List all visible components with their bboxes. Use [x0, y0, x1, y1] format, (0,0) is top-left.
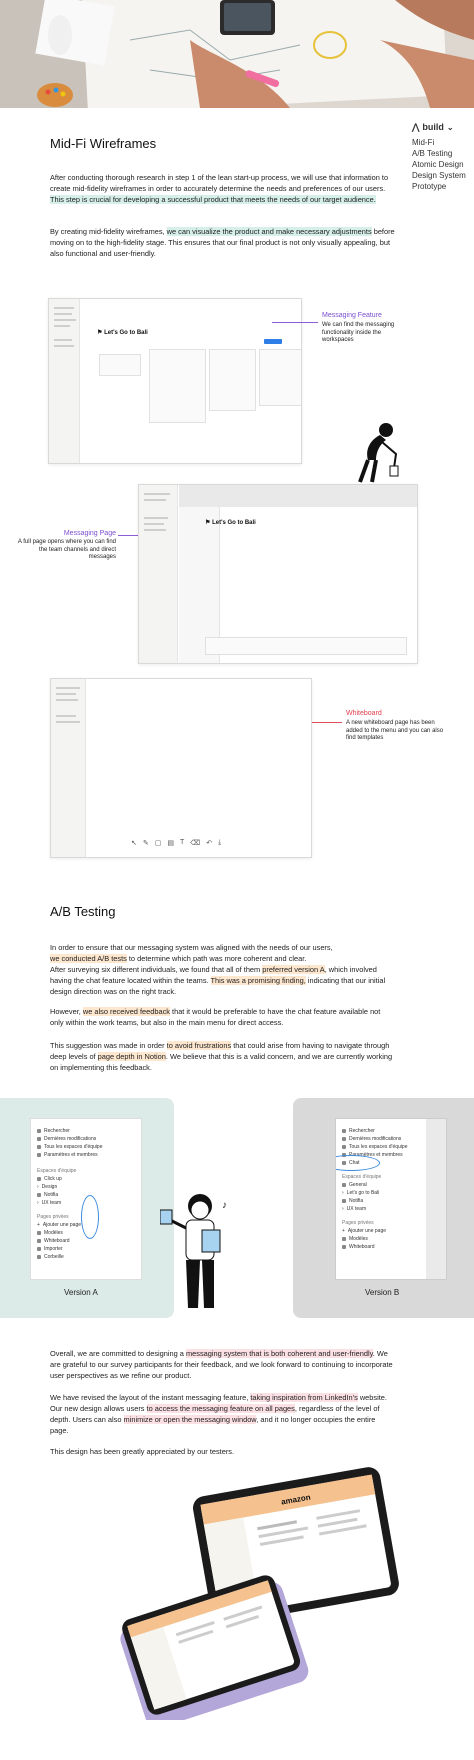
messaging-feature-title: Messaging Feature [322, 312, 382, 319]
private-label: Whiteboard [349, 1244, 375, 1250]
ab-p1b-text: After surveying six different individuals, we found that all of them [50, 965, 263, 974]
whiteboard-text: A new whiteboard page has been added to the menu and you can also find templates [346, 720, 444, 741]
version-a-caption: Version A [64, 1288, 98, 1297]
template-icon [342, 1237, 346, 1241]
menu-item-teamspaces[interactable] [37, 1143, 135, 1151]
import-icon [37, 1247, 41, 1251]
conclusion-p2-text-2: website. Our new design allows users [50, 1393, 387, 1413]
version-a-sidebar [30, 1118, 142, 1280]
clock-icon [37, 1137, 41, 1141]
build-label: build [422, 122, 444, 132]
build-logo-icon: ⋀ [412, 122, 420, 132]
wireframe-board [48, 298, 302, 464]
team-label: Let's go to Bali [346, 1190, 380, 1196]
ab-p1-text-end: to determine which path was more coherent and clear. [126, 954, 307, 963]
ab-p1b-text-2: , which involved having the chat feature located within the teams. [50, 965, 377, 985]
illustration-person-bending [340, 420, 410, 491]
team-label: UX team [41, 1200, 62, 1206]
message-input[interactable] [205, 637, 407, 655]
version-b-caption: Version B [365, 1288, 400, 1297]
project-nav [412, 122, 466, 192]
conclusion-p1-highlight: messaging system that is both coherent and user-friendly [185, 1349, 373, 1358]
chevron-right-icon: › [342, 1206, 344, 1212]
private-item[interactable] [37, 1245, 135, 1253]
new-button[interactable] [264, 339, 282, 344]
midfi-p2-highlight: we can visualize the product and make necessary adjustments [166, 227, 372, 236]
clock-icon [342, 1137, 346, 1141]
conclusion-p2-text: We have revised the layout of the instant messaging feature, [50, 1393, 251, 1402]
whiteboard-toolbar[interactable] [131, 839, 241, 847]
ab-paragraph-2 [50, 1006, 395, 1028]
flag-icon: ⚑ [205, 520, 211, 526]
board-title [97, 329, 148, 336]
ab-p1b-highlight-2: This was a promising finding, [210, 976, 306, 985]
private-label: Modèles [44, 1230, 63, 1236]
conclusion-paragraph-3: This design has been greatly appreciated by our testers. [50, 1447, 235, 1456]
conclusion-p1-text-end: . We are grateful to our survey participants for their feedback, and we look forward to continuing to incorporate user perspectives as we refine our product. [50, 1349, 393, 1380]
conclusion-p1-text: Overall, we are committed to designing a [50, 1349, 186, 1358]
team-icon [37, 1193, 41, 1197]
nav-item-midfi[interactable]: Mid-Fi [412, 138, 435, 147]
menu-item-search[interactable] [37, 1127, 135, 1135]
connector-line [272, 322, 318, 323]
grid-icon [342, 1145, 346, 1149]
undo-icon[interactable]: ↶ [206, 840, 213, 847]
ab-p3-highlight-2: page depth in Notion [97, 1052, 166, 1061]
midfi-p2-text: By creating mid-fidelity wireframes, [50, 227, 167, 236]
conclusion-p2-highlight-3: minimize or open the messaging window [123, 1415, 257, 1424]
download-icon[interactable]: ⤓ [218, 839, 222, 846]
midfi-paragraph-2 [50, 226, 395, 259]
conclusion-p2-highlight-2: to access the messaging feature on all pages [146, 1404, 295, 1413]
ab-paragraph-3 [50, 1040, 395, 1073]
chevron-right-icon: › [342, 1190, 344, 1196]
chat-title-text: Let's Go to Bali [212, 520, 256, 526]
menu-label: Paramètres et membres [44, 1152, 98, 1158]
messaging-feature-text: We can find the messaging functionality inside the workspaces [322, 322, 395, 343]
midfi-p1-highlight: This step is crucial for developing a successful product that meets the needs of our target audience. [50, 195, 376, 204]
team-label: Notifia [349, 1198, 364, 1204]
ab-title: A/B Testing [50, 904, 116, 919]
hero-image [0, 0, 474, 108]
version-a-panel [0, 1098, 174, 1318]
ab-p1-text: In order to ensure that our messaging system was aligned with the needs of our users, [50, 943, 333, 952]
ab-p3-text-2: that could arise from having to navigate through deep levels of [50, 1041, 390, 1061]
eraser-icon[interactable]: ⌫ [190, 840, 201, 847]
version-b-panel [293, 1098, 474, 1318]
messaging-page-title: Messaging Page [63, 530, 116, 537]
menu-label: Dernières modifications [44, 1136, 97, 1142]
connector-line [118, 535, 138, 536]
menu-label: Rechercher [349, 1128, 375, 1134]
plus-icon: + [37, 1222, 40, 1228]
team-item[interactable] [37, 1183, 135, 1191]
team-label: General [349, 1182, 367, 1188]
ab-p3-text-end: . We believe that this is a valid concern, and we are currently working on implementing this feedback. [50, 1052, 393, 1072]
conclusion-paragraph-1 [50, 1348, 395, 1381]
midfi-title: Mid-Fi Wireframes [50, 136, 157, 151]
messaging-page-text: A full page opens where you can find the team channels and direct messages [17, 539, 116, 560]
private-label: Modèles [349, 1236, 368, 1242]
flag-icon: ⚑ [97, 330, 103, 336]
ab-p1-highlight: we conducted A/B tests [50, 954, 127, 963]
team-item[interactable] [37, 1175, 135, 1183]
tablet-brand: amazon [280, 1492, 312, 1507]
private-label: Whiteboard [44, 1238, 70, 1244]
shape-icon[interactable]: ▢ [154, 840, 162, 847]
menu-label: Rechercher [44, 1128, 70, 1134]
ab-p3-text: This suggestion was made in order [50, 1041, 167, 1050]
grid-icon [37, 1145, 41, 1149]
teamspaces-label: Espaces d'équipe [37, 1168, 77, 1174]
chevron-down-icon: ⌄ [446, 123, 454, 132]
team-label: Notifia [44, 1192, 59, 1198]
nav-item-atomic-design[interactable]: Atomic Design [412, 160, 464, 169]
pointer-icon[interactable]: ↖ [131, 840, 137, 847]
chat-title [205, 519, 256, 526]
ab-p2-highlight: we also received feedback [82, 1007, 170, 1016]
wireframe-messaging-page [138, 484, 418, 664]
midfi-paragraph-1 [50, 172, 395, 205]
chevron-right-icon: › [37, 1200, 39, 1206]
ab-p1b-text-end: indicating that our initial design direction was on the right track. [50, 976, 386, 996]
illustration-person-standing [160, 1188, 240, 1323]
menu-label: Paramètres et membres [349, 1152, 403, 1158]
private-label: Importer [44, 1246, 63, 1252]
private-pages-label: Pages privées [37, 1214, 69, 1220]
whiteboard-icon [37, 1239, 41, 1243]
version-b-sidebar [335, 1118, 447, 1280]
template-icon [37, 1231, 41, 1235]
private-label: Ajouter une page [42, 1222, 82, 1228]
team-icon [342, 1199, 346, 1203]
menu-label: Dernières modifications [349, 1136, 402, 1142]
whiteboard-title: Whiteboard [346, 710, 382, 717]
svg-text:♪: ♪ [222, 1200, 227, 1211]
ab-p1b-highlight: preferred version A [262, 965, 325, 974]
search-icon [37, 1129, 41, 1133]
team-icon [342, 1183, 346, 1187]
trash-icon [37, 1255, 41, 1259]
build-brand[interactable] [412, 122, 466, 133]
nav-item-design-system[interactable]: Design System [412, 171, 466, 180]
nav-item-ab-testing[interactable]: A/B Testing [412, 149, 453, 158]
team-label: Click up [44, 1176, 62, 1182]
chevron-right-icon: › [37, 1184, 39, 1190]
chat-highlight-circle [81, 1195, 99, 1239]
nav-item-prototype[interactable]: Prototype [412, 182, 447, 191]
tablets-mockup [120, 1460, 410, 1725]
pen-icon[interactable]: ✎ [142, 840, 149, 847]
team-label: Design [41, 1184, 58, 1190]
menu-label: Tous les espaces d'équipe [44, 1144, 103, 1150]
team-label: UX team [346, 1206, 367, 1212]
connector-line [312, 722, 342, 723]
conclusion-paragraph-2 [50, 1392, 395, 1436]
ab-paragraph-1 [50, 942, 395, 997]
search-icon [342, 1129, 346, 1133]
private-label: Corbeille [44, 1254, 64, 1260]
ab-p2-text: However, [50, 1007, 83, 1016]
wireframe-whiteboard [50, 678, 312, 858]
team-icon [37, 1177, 41, 1181]
conclusion-p2-text-end: , and it no longer occupies the entire page. [50, 1415, 376, 1435]
menu-item-settings[interactable] [37, 1151, 135, 1159]
private-label: Ajouter une page [347, 1228, 387, 1234]
midfi-p1-text: After conducting thorough research in step 1 of the lean start-up process, we will use that information to create mid-fidelity wireframes in order to accurately determine the needs and preferences of our users. [50, 173, 389, 193]
teamspaces-label: Espaces d'équipe [342, 1174, 382, 1180]
menu-label: Tous les espaces d'équipe [349, 1144, 408, 1150]
conclusion-p2-text-3: , regardless of the level of depth. Users can also [50, 1404, 380, 1424]
private-item[interactable] [37, 1237, 135, 1245]
private-item[interactable] [37, 1253, 135, 1261]
ab-p3-highlight: to avoid frustrations [166, 1041, 232, 1050]
menu-label: Chat [349, 1160, 360, 1166]
text-icon[interactable]: T [180, 839, 185, 846]
board-title-text: Let's Go to Bali [104, 330, 148, 336]
whiteboard-icon [342, 1245, 346, 1249]
private-pages-label: Pages privées [342, 1220, 374, 1226]
sticky-icon[interactable]: ▤ [167, 840, 174, 847]
menu-item-recent[interactable] [37, 1135, 135, 1143]
plus-icon: + [342, 1228, 345, 1234]
midfi-p2-text-end: before moving on to the high-fidelity stage. This ensures that our final product is not only visually appealing, but also functional and user-friendly. [50, 227, 395, 258]
conclusion-p2-highlight: taking inspiration from LinkedIn's [250, 1393, 358, 1402]
gear-icon [37, 1153, 41, 1157]
ab-p2-text-end: that it would be preferable to have the chat feature available not only within the work teams, but also in the main menu for direct access. [50, 1007, 381, 1027]
